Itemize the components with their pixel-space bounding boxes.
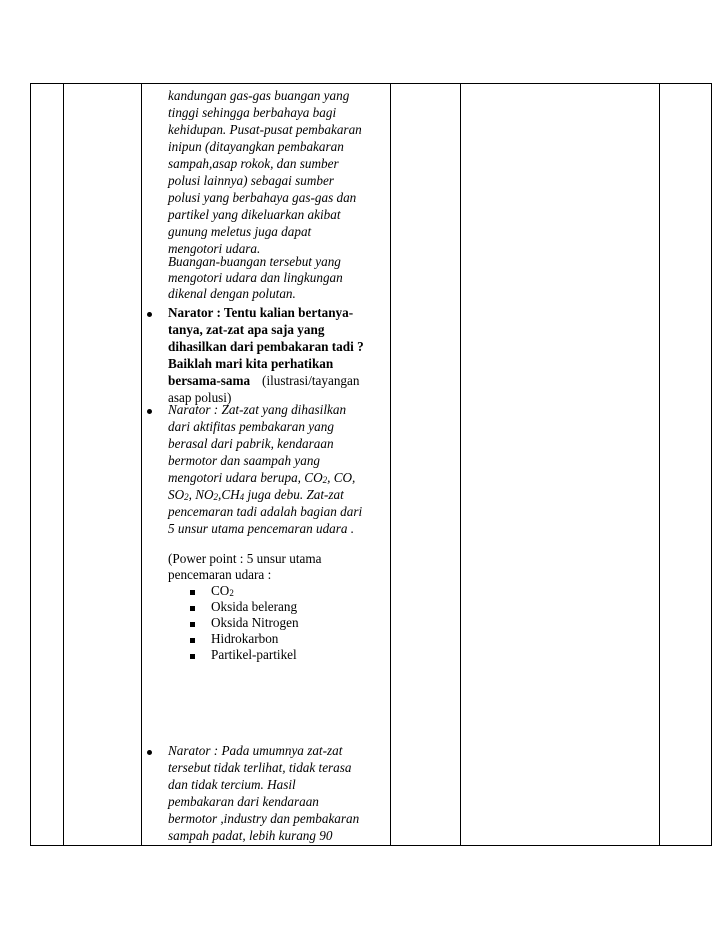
intro-line: sampah,asap rokok, dan sumber (168, 156, 339, 171)
powerpoint-heading: (Power point : 5 unsur utama (168, 551, 322, 566)
table-bottom-border (30, 845, 711, 846)
pollutant-item: Oksida belerang (211, 599, 298, 614)
table-column-border (63, 83, 64, 846)
formula-text: , NO (188, 487, 214, 502)
narrator-formula-line (168, 470, 355, 486)
powerpoint-heading: pencemaran udara : (168, 567, 272, 582)
narrator-question-line: Baiklah mari kita perhatikan (168, 356, 334, 371)
narrator-line: dari aktifitas pembakaran yang (168, 419, 334, 434)
narrator-question-line: dihasilkan dari pembakaran tadi ? (168, 339, 364, 354)
pollutant-item: Hidrokarbon (211, 631, 279, 646)
table-column-border (659, 83, 660, 846)
intro-line: gunung meletus juga dapat (168, 224, 312, 239)
narrator-line: pencemaran tadi adalah bagian dari (168, 504, 363, 519)
narrator-line: dan tidak tercium. Hasil (168, 777, 296, 792)
narrator-line: 5 unsur utama pencemaran udara . (168, 521, 355, 536)
intro-line: kandungan gas-gas buangan yang (168, 88, 350, 103)
bold-text: bersama-sama (168, 373, 251, 388)
table-column-border (141, 83, 142, 846)
narrator-line: bermotor dan saampah yang (168, 453, 321, 468)
formula-text: ,CH (218, 487, 240, 502)
narrator-question-line (168, 373, 359, 389)
table-column-border (30, 83, 31, 846)
list-square-bullet (190, 638, 195, 643)
list-square-bullet (190, 606, 195, 611)
narrator-line: Narator : Pada umumnya zat-zat (168, 743, 343, 758)
intro-line: polusi lainnya) sebagai sumber (168, 173, 334, 188)
pollutant-text: CO (211, 583, 230, 598)
narrator-line: berasal dari pabrik, kendaraan (168, 436, 334, 451)
intro-line: inipun (ditayangkan pembakaran (168, 139, 344, 154)
illustration-note: (ilustrasi/tayangan (262, 373, 360, 388)
table-column-border (390, 83, 391, 846)
formula-subscript: 4 (239, 492, 245, 502)
formula-subscript: 2 (213, 492, 219, 502)
outro-line: mengotori udara dan lingkungan (168, 270, 343, 285)
formula-text: juga debu. Zat-zat (244, 487, 344, 502)
formula-subscript: 2 (322, 475, 328, 485)
outro-line: dikenal dengan polutan. (168, 286, 296, 301)
table-column-border (460, 83, 461, 846)
table-top-border (30, 83, 711, 84)
narrator-line: pembakaran dari kendaraan (168, 794, 319, 809)
outro-line: Buangan-buangan tersebut yang (168, 254, 341, 269)
bullet-dot (147, 750, 152, 755)
narrator-line: Narator : Zat-zat yang dihasilkan (168, 402, 347, 417)
narrator-line: tersebut tidak terlihat, tidak terasa (168, 760, 352, 775)
list-square-bullet (190, 590, 195, 595)
pollutant-item: Oksida Nitrogen (211, 615, 299, 630)
intro-line: tinggi sehingga berbahaya bagi (168, 105, 337, 120)
narrator-line: bermotor ,industry dan pembakaran (168, 811, 360, 826)
list-square-bullet (190, 654, 195, 659)
formula-subscript: 2 (184, 492, 189, 502)
intro-line: kehidupan. Pusat-pusat pembakaran (168, 122, 362, 137)
list-square-bullet (190, 622, 195, 627)
intro-line: mengotori udara. (168, 241, 261, 256)
formula-text: SO (168, 487, 185, 502)
narrator-formula-line (168, 487, 344, 503)
illustration-note: asap polusi) (168, 390, 232, 405)
pollutant-item (211, 583, 234, 599)
intro-line: polusi yang berbahaya gas-gas dan (168, 190, 357, 205)
intro-line: partikel yang dikeluarkan akibat (168, 207, 341, 222)
narrator-question-line: tanya, zat-zat apa saja yang (168, 322, 325, 337)
formula-subscript: 2 (229, 588, 234, 598)
narrator-question-line: Narator : Tentu kalian bertanya- (168, 305, 354, 320)
narrator-line: sampah padat, lebih kurang 90 (168, 828, 333, 843)
pollutant-item: Partikel-partikel (211, 647, 297, 662)
formula-text: , CO, (327, 470, 356, 485)
bullet-dot (147, 409, 152, 414)
table-column-border (711, 83, 712, 846)
bullet-dot (147, 312, 152, 317)
formula-text: mengotori udara berupa, CO (168, 470, 323, 485)
